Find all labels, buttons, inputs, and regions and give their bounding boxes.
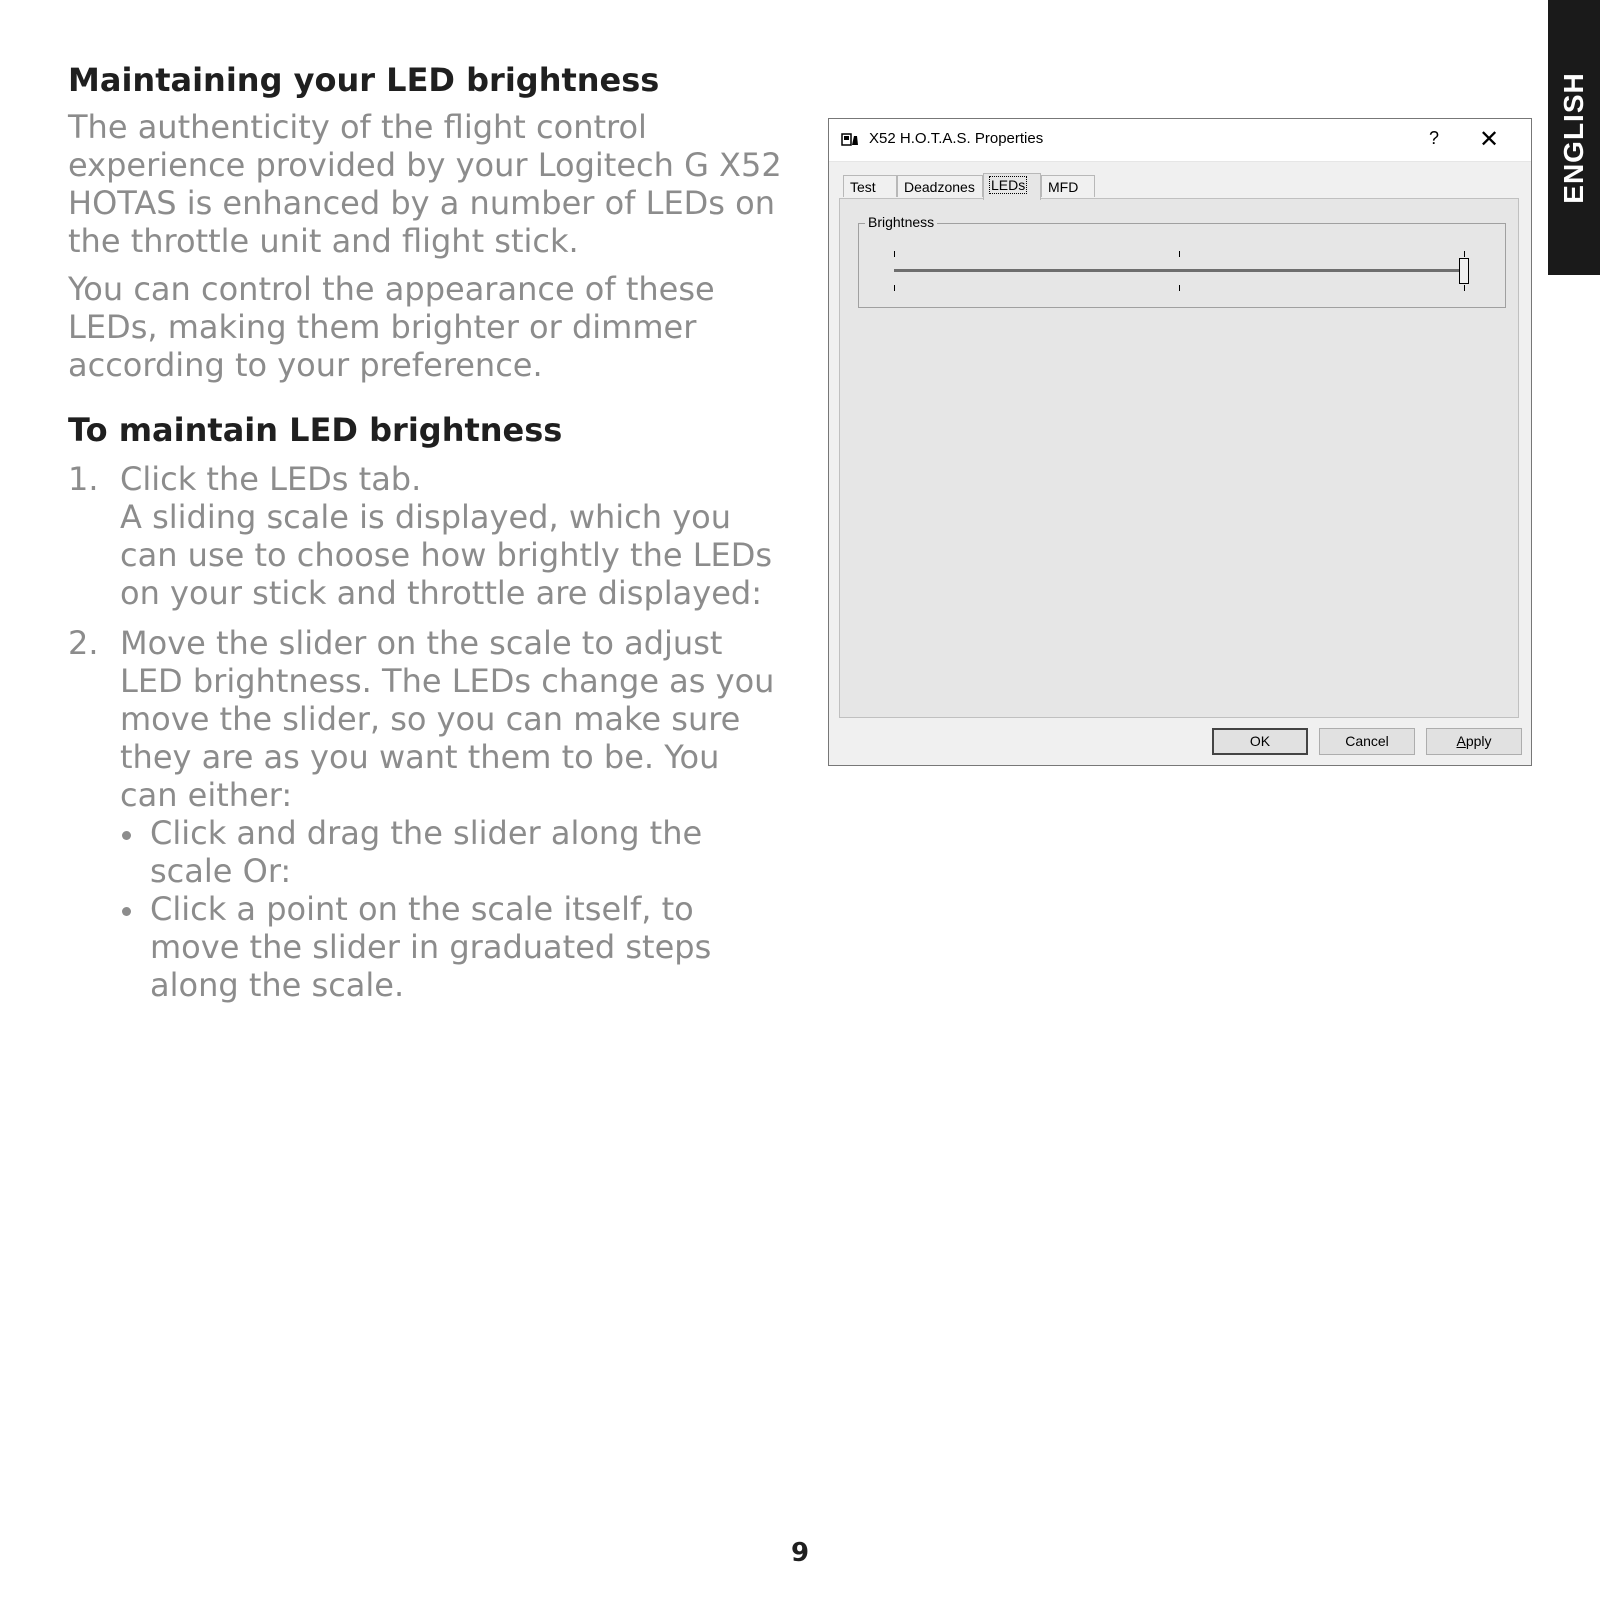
intro-paragraph: The authenticity of the flight control experience provided by your Logitech G X52 HOTAS is enhanced by a number of LEDs on the throttle unit and flight stick. (68, 108, 782, 260)
manual-content (68, 56, 783, 1016)
step-number: 2. (68, 624, 99, 662)
option-item: Click a point on the scale itself, to move the slider in graduated steps along the scale. (120, 890, 783, 1004)
ok-button[interactable] (1212, 728, 1308, 755)
slider-track[interactable] (894, 269, 1464, 272)
close-button[interactable]: ✕ (1479, 126, 1500, 153)
slider-tick-mark (1179, 285, 1180, 291)
options-list (120, 814, 783, 1004)
tab-mfd-label: MFD (1048, 179, 1079, 195)
slider-tick-mark (1464, 251, 1465, 257)
control-paragraph: You can control the appearance of these LEDs, making them brighter or dimmer according to your preference. (68, 270, 715, 384)
section-heading-procedure: To maintain LED brightness (68, 411, 563, 449)
dialog-title: X52 H.O.T.A.S. Properties (869, 130, 1044, 147)
tab-mfd[interactable] (1041, 175, 1095, 197)
language-tab (1548, 0, 1600, 275)
properties-dialog (828, 118, 1532, 766)
step-number: 1. (68, 460, 99, 498)
tab-leds[interactable] (983, 173, 1041, 200)
tab-deadzones[interactable] (897, 175, 983, 197)
step-item (68, 624, 783, 1004)
cancel-button-label: Cancel (1345, 733, 1389, 749)
leds-panel (839, 198, 1519, 718)
ok-button-label: OK (1249, 733, 1271, 749)
apply-button-label: pply (1465, 733, 1492, 749)
page-number: 9 (790, 1538, 810, 1568)
help-button[interactable]: ? (1429, 128, 1440, 148)
slider-tick-mark (1179, 251, 1180, 257)
brightness-slider[interactable] (889, 246, 1469, 296)
slider-tick-mark (894, 285, 895, 291)
brightness-label: Brightness (865, 214, 937, 230)
slider-tick-mark (1464, 285, 1465, 291)
steps-list (68, 460, 783, 1004)
step-text: Click the LEDs tab. (120, 460, 422, 498)
title-bar (829, 119, 1531, 162)
step-detail: A sliding scale is displayed, which you can use to choose how brightly the LEDs on your stick and throttle are displayed: (120, 498, 773, 612)
option-item: Click and drag the slider along the scale Or: (120, 814, 783, 890)
tab-deadzones-label: Deadzones (904, 179, 975, 195)
tab-test[interactable] (843, 175, 897, 197)
step-item (68, 460, 783, 612)
brightness-group (858, 214, 1506, 308)
apply-button[interactable] (1426, 728, 1522, 755)
step-text: Move the slider on the scale to adjust LED brightness. The LEDs change as you move the slider, so you can make sure they are as you want them to be. You can either: (120, 624, 775, 814)
tab-test-label: Test (850, 179, 876, 195)
slider-thumb[interactable] (1459, 258, 1469, 284)
cancel-button[interactable] (1319, 728, 1415, 755)
apply-mnemonic: A (1456, 733, 1466, 749)
tab-leds-label: LEDs (991, 177, 1026, 193)
language-label: ENGLISH (1558, 72, 1589, 204)
slider-tick-mark (894, 251, 895, 257)
joystick-icon (841, 131, 859, 149)
section-heading-brightness: Maintaining your LED brightness (68, 61, 660, 99)
